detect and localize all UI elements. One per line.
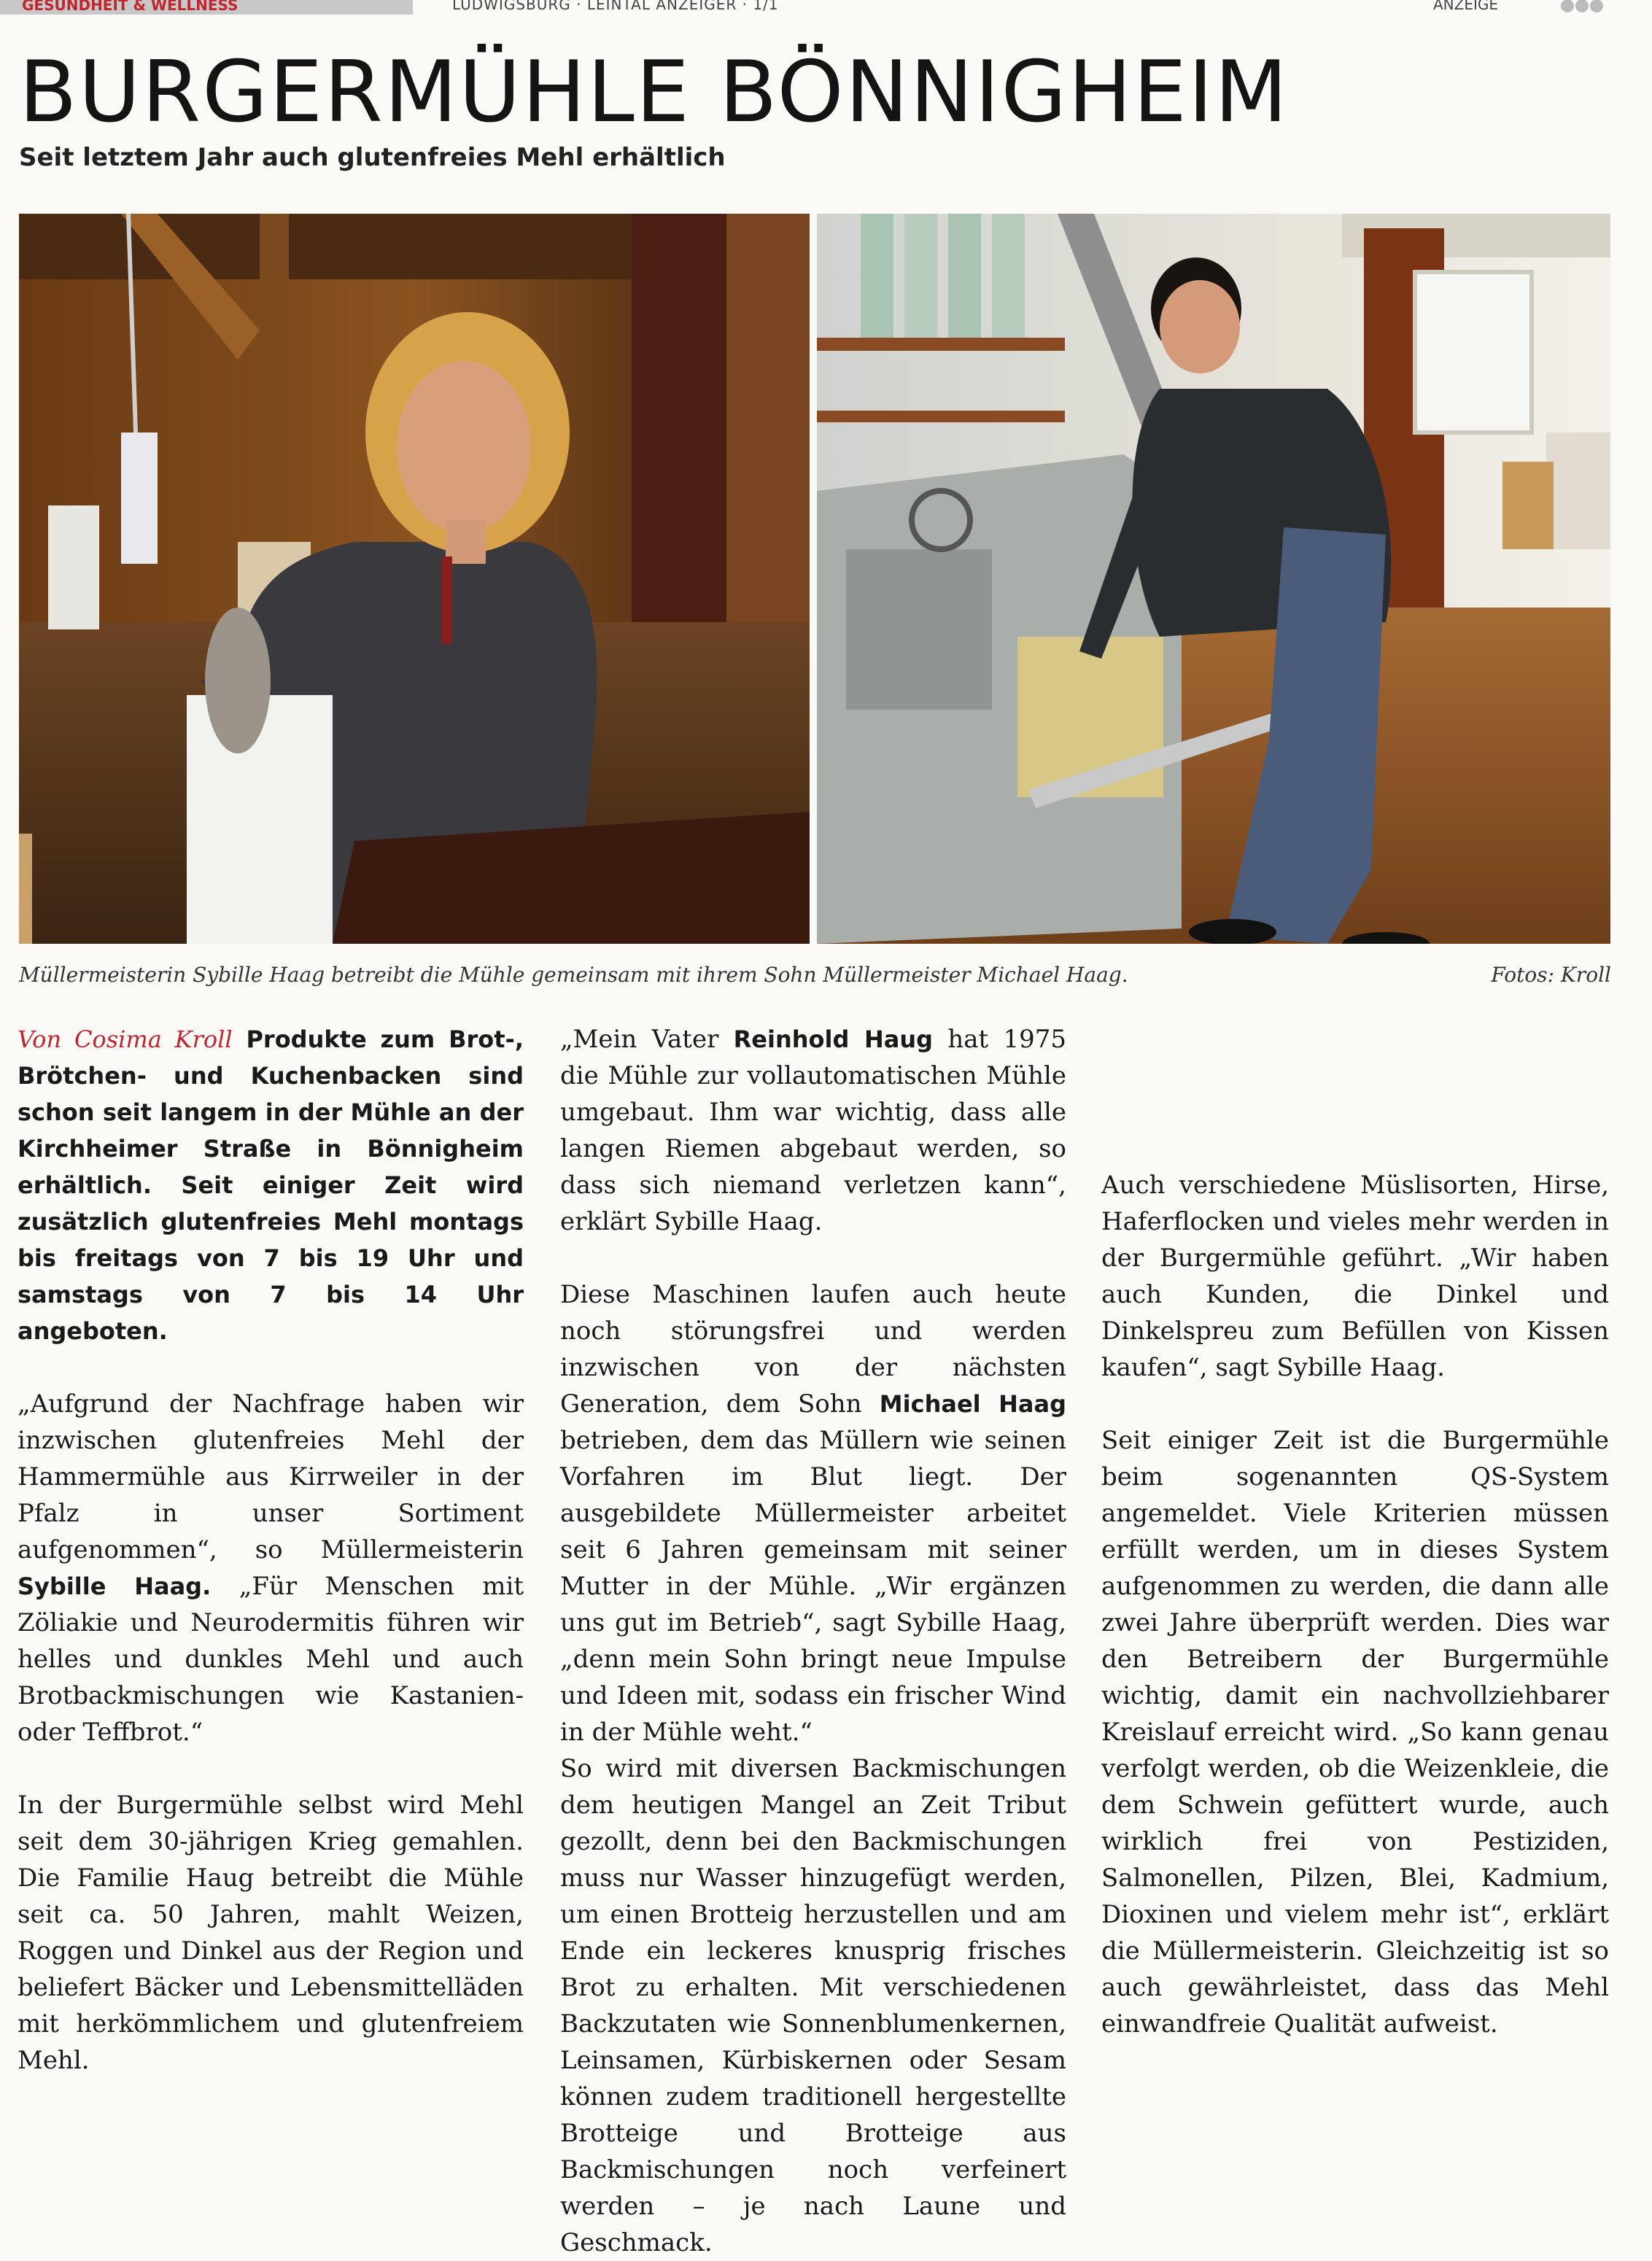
article-title: BURGERMÜHLE BÖNNIGHEIM bbox=[19, 43, 1290, 141]
article-subtitle: Seit letztem Jahr auch glutenfreies Mehl erhältlich bbox=[19, 143, 726, 172]
column-1 bbox=[18, 1021, 524, 2079]
photo-michael-haag bbox=[817, 214, 1610, 944]
running-head: LUDWIGSBURG · LEINTAL ANZEIGER · 1/1 bbox=[452, 0, 779, 13]
dots-icon bbox=[1557, 0, 1608, 16]
paragraph-text: Diese Maschinen laufen auch heute noch störungsfrei und werden inzwischen von der nächsten Generation, dem Sohn bbox=[560, 1280, 1066, 1419]
column-2 bbox=[560, 1021, 1066, 2261]
paragraph-text: betrieben, dem das Müllern wie seinen Vorfahren im Blut liegt. Der ausgebildete Müllermeister arbeitet seit 6 Jahren gemeinsam mit seiner Mutter in der Mühle. „Wir ergänzen uns gut im Betrieb“, sagt Sybille Haag, „denn mein Sohn bringt neue Impulse und Ideen mit, sodass ein frischer Wind in der Mühle weht.“ bbox=[560, 1426, 1066, 1747]
top-strip bbox=[0, 0, 1652, 16]
anzeige-label: ANZEIGE bbox=[1433, 0, 1499, 13]
paragraph-text: „Für Menschen mit Zöliakie und Neurodermitis führen wir helles und dunkles Mehl und auch Brotbackmischungen wie Kastanien- oder Teffbrot.“ bbox=[18, 1572, 524, 1747]
paragraph-text: „Aufgrund der Nachfrage haben wir inzwischen glutenfreies Mehl der Hammermühle aus Kirrweiler in der Pfalz in unser Sortiment aufgenommen“, so Müllermeisterin bbox=[18, 1389, 524, 1564]
lead-paragraph bbox=[18, 1021, 524, 1349]
section-label: GESUNDHEIT & WELLNESS bbox=[0, 0, 413, 15]
paragraph bbox=[560, 1276, 1066, 1750]
byline: Von Cosima Kroll bbox=[18, 1025, 233, 1053]
paragraph: Seit einiger Zeit ist die Burgermühle beim sogenannten QS-System angemeldet. Viele Kriterien müssen erfüllt werden, um in dieses System aufgenommen zu werden, die dann alle zwei Jahre überprüft werden. Dies war den Betreibern der Burgermühle wichtig, damit ein nachvollziehbarer Kreislauf erreicht wird. „So kann genau verfolgt werden, ob die Weizenkleie, die dem Schwein gefüttert wurde, auch wirklich frei von Pestiziden, Salmonellen, Pilzen, Blei, Kadmium, Dioxinen und vielem mehr ist“, erklärt die Müllermeisterin. Gleichzeitig ist so auch gewährleistet, dass das Mehl einwandfreie Qualität aufweist. bbox=[1101, 1426, 1609, 2039]
column-3 bbox=[1101, 1021, 1609, 2042]
photo-caption: Müllermeisterin Sybille Haag betreibt die Mühle gemeinsam mit ihrem Sohn Müllermeister Michael Haag. bbox=[19, 963, 1128, 987]
photo-sybille-haag bbox=[19, 214, 810, 944]
paragraph bbox=[560, 1021, 1066, 1240]
person-name: Michael Haag bbox=[879, 1390, 1066, 1418]
paragraph: In der Burgermühle selbst wird Mehl seit dem 30-jährigen Krieg gemahlen. Die Familie Haug betreibt die Mühle seit ca. 50 Jahren, mahlt Weizen, Roggen und Dinkel aus der Region und beliefert Bäcker und Lebensmittelläden mit herkömmlichem und glutenfreiem Mehl. bbox=[18, 1791, 524, 2075]
person-name: Sybille Haag. bbox=[18, 1572, 212, 1600]
paragraph-text: „Mein Vater bbox=[560, 1025, 719, 1054]
paragraph-text: hat 1975 die Mühle zur vollautomatischen Mühle umgebaut. Ihm war wichtig, dass alle langen Riemen abgebaut werden, so dass sich niemand verletzen kann“, erklärt Sybille Haag. bbox=[560, 1025, 1067, 1236]
paragraph: So wird mit diversen Backmischungen dem heutigen Mangel an Zeit Tribut gezollt, denn bei den Backmischungen muss nur Wasser hinzugefügt werden, um einen Brotteig herzustellen und am Ende ein leckeres knusprig frisches Brot zu erhalten. Mit verschiedenen Backzutaten wie Sonnenblumenkernen, Leinsamen, Kürbiskernen oder Sesam können zudem traditionell hergestellte Brotteige und Brotteige aus Backmischungen noch verfeinert werden – je nach Laune und Geschmack. bbox=[560, 1754, 1066, 2257]
person-name: Reinhold Haug bbox=[733, 1025, 934, 1053]
paragraph: Auch verschiedene Müslisorten, Hirse, Haferflocken und vieles mehr werden in der Burgermühle geführt. „Wir haben auch Kunden, die Dinkel und Dinkelspreu zum Befüllen von Kissen kaufen“, sagt Sybille Haag. bbox=[1101, 1171, 1609, 1382]
lead-text: Produkte zum Brot-, Brötchen- und Kuchenbacken sind schon seit langem in der Mühle an der Kirchheimer Straße in Bönnigheim erhältlich. Seit einiger Zeit wird zusätzlich glutenfreies Mehl montags bis freitags von 7 bis 19 Uhr und samstags von 7 bis 14 Uhr angeboten. bbox=[18, 1025, 524, 1345]
paragraph bbox=[18, 1386, 524, 1750]
photo-credit: Fotos: Kroll bbox=[1491, 963, 1611, 987]
